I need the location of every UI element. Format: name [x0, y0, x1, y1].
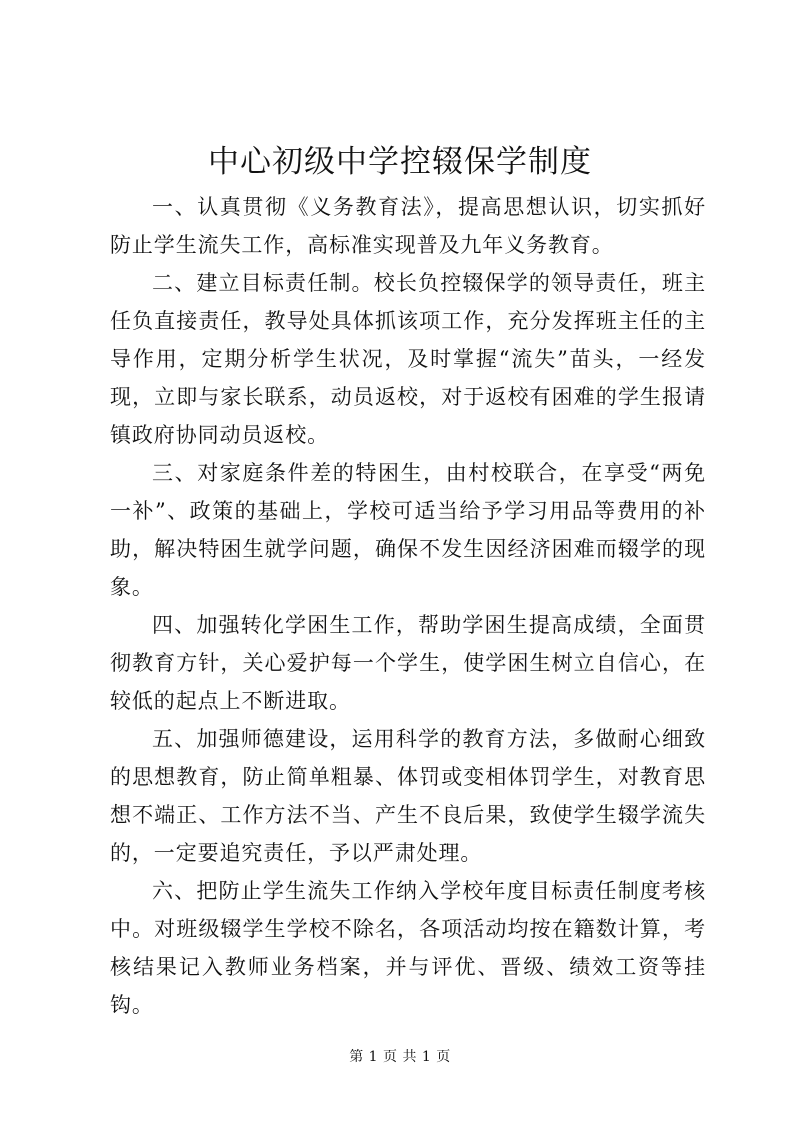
paragraph-4: 四、加强转化学困生工作，帮助学困生提高成绩，全面贯彻教育方针，关心爱护每一个学生，使学困生树立自信心，在较低的起点上不断进取。	[110, 613, 706, 713]
page-footer: 第 1 页 共 1 页	[349, 1049, 451, 1065]
paragraph-5: 五、加强师德建设，运用科学的教育方法，多做耐心细致的思想教育，防止简单粗暴、体罚或变相体罚学生，对教育思想不端正、工作方法不当、产生不良后果，致使学生辍学流失的，一定要追究责任，予以严肃处理。	[110, 727, 706, 865]
document-title: 中心初级中学控辍保学制度	[208, 144, 592, 180]
paragraph-3: 三、对家庭条件差的特困生，由村校联合，在享受“两免一补”、政策的基础上，学校可适当给予学习用品等费用的补助，解决特困生就学问题，确保不发生因经济困难而辍学的现象。	[110, 461, 706, 599]
document-body	[110, 188, 706, 1024]
paragraph-2: 二、建立目标责任制。校长负控辍保学的领导责任，班主任负直接责任，教导处具体抓该项工作，充分发挥班主任的主导作用，定期分析学生状况，及时掌握“流失”苗头，一经发现，立即与家长联系，动员返校，对于返校有困难的学生报请镇政府协同动员返校。	[110, 271, 706, 447]
paragraph-6: 六、把防止学生流失工作纳入学校年度目标责任制度考核中。对班级辍学生学校不除名，各项活动均按在籍数计算，考核结果记入教师业务档案，并与评优、晋级、绩效工资等挂钩。	[110, 879, 706, 1017]
paragraph-1: 一、认真贯彻《义务教育法》，提高思想认识，切实抓好防止学生流失工作，高标准实现普及九年义务教育。	[110, 195, 706, 257]
